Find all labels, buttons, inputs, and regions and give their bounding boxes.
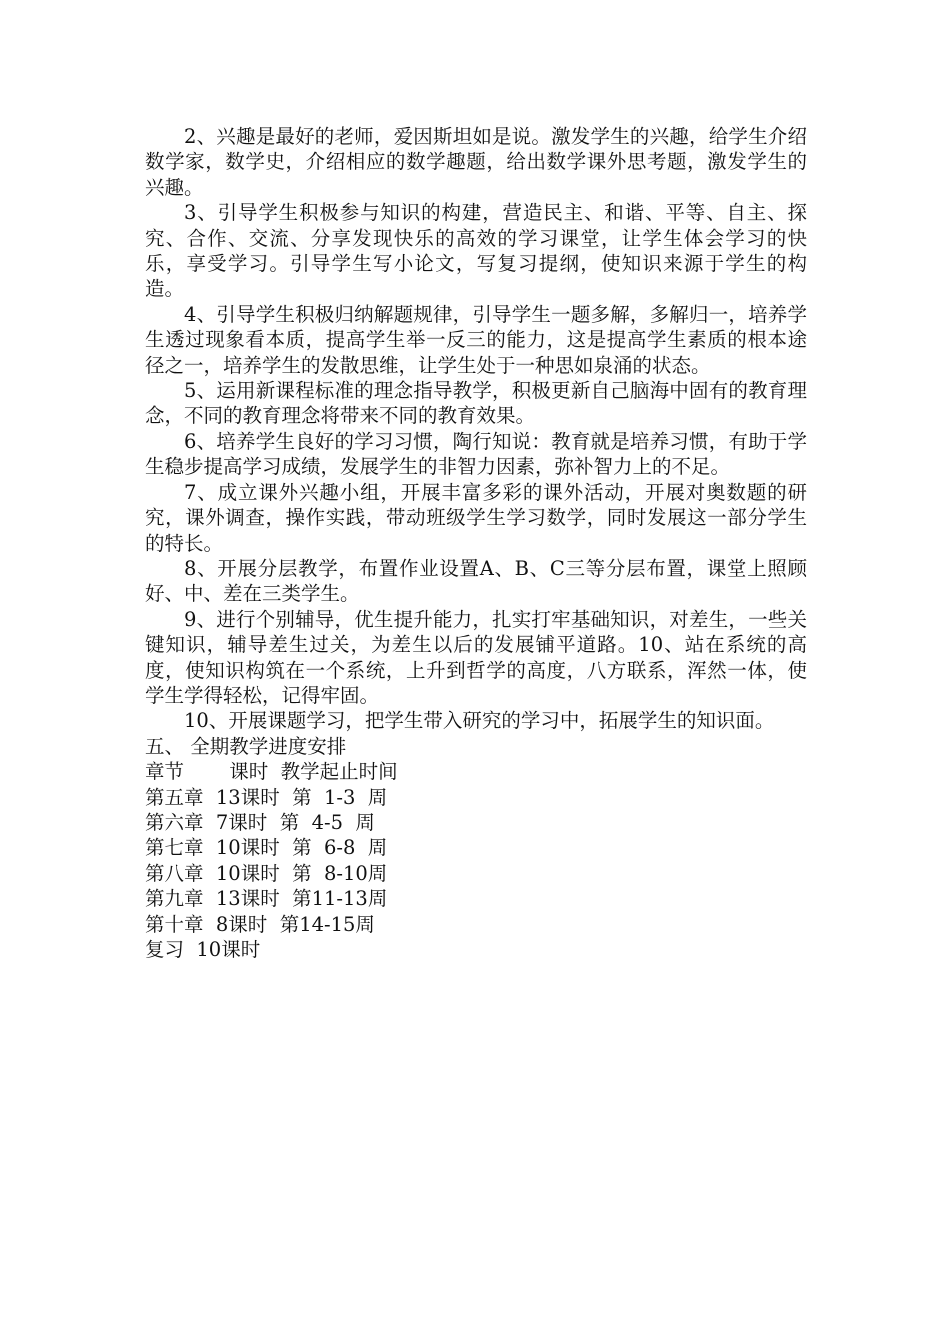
paragraph-6: 6、培养学生良好的学习习惯，陶行知说：教育就是培养习惯，有助于学生稳步提高学习成绩，发展学生的非智力因素，弥补智力上的不足。 [145, 429, 807, 479]
schedule-row: 第十章 8课时 第14-15周 [145, 912, 375, 936]
paragraph-4: 4、引导学生积极归纳解题规律，引导学生一题多解，多解归一，培养学生透过现象看本质，提高学生举一反三的能力，这是提高学生素质的根本途径之一，培养学生的发散思维，让学生处于一种思如泉涌的状态。 [145, 302, 807, 377]
paragraph-9: 9、进行个别辅导，优生提升能力，扎实打牢基础知识，对差生，一些关键知识，辅导差生过关，为差生以后的发展铺平道路。10、站在系统的高度，使知识构筑在一个系统，上升到哲学的高度，八方联系，浑然一体，使学生学得轻松，记得牢固。 [145, 607, 807, 707]
paragraph-7: 7、成立课外兴趣小组，开展丰富多彩的课外活动，开展对奥数题的研究，课外调查，操作实践，带动班级学生学习数学，同时发展这一部分学生的特长。 [145, 480, 807, 555]
schedule-row: 第五章 13课时 第 1-3 周 [145, 785, 388, 809]
schedule-header: 章节 课时 教学起止时间 [145, 760, 398, 784]
schedule-list [145, 759, 807, 962]
schedule-row: 第七章 10课时 第 6-8 周 [145, 836, 388, 860]
schedule-row: 第六章 7课时 第 4-5 周 [145, 810, 375, 834]
document-page [145, 124, 807, 962]
schedule-row: 复习 10课时 [145, 938, 261, 961]
schedule-row: 第八章 10课时 第 8-10周 [145, 861, 388, 885]
paragraph-5: 5、运用新课程标准的理念指导教学，积极更新自己脑海中固有的教育理念，不同的教育理念将带来不同的教育效果。 [145, 379, 807, 428]
paragraph-2: 2、兴趣是最好的老师，爱因斯坦如是说。激发学生的兴趣，给学生介绍数学家，数学史，介绍相应的数学趣题，给出数学课外思考题，激发学生的兴趣。 [145, 125, 807, 199]
paragraph-8: 8、开展分层教学，布置作业设置A、B、C三等分层布置，课堂上照顾好、中、差在三类学生。 [145, 556, 807, 606]
paragraph-10: 10、开展课题学习，把学生带入研究的学习中，拓展学生的知识面。 [184, 709, 775, 733]
schedule-row: 第九章 13课时 第11-13周 [145, 887, 388, 911]
paragraph-3: 3、引导学生积极参与知识的构建，营造民主、和谐、平等、自主、探究、合作、交流、分享发现快乐的高效的学习课堂，让学生体会学习的快乐，享受学习。引导学生写小论文，写复习提纲，使知识来源于学生的构造。 [145, 201, 807, 301]
section-heading: 五、 全期教学进度安排 [145, 734, 347, 758]
